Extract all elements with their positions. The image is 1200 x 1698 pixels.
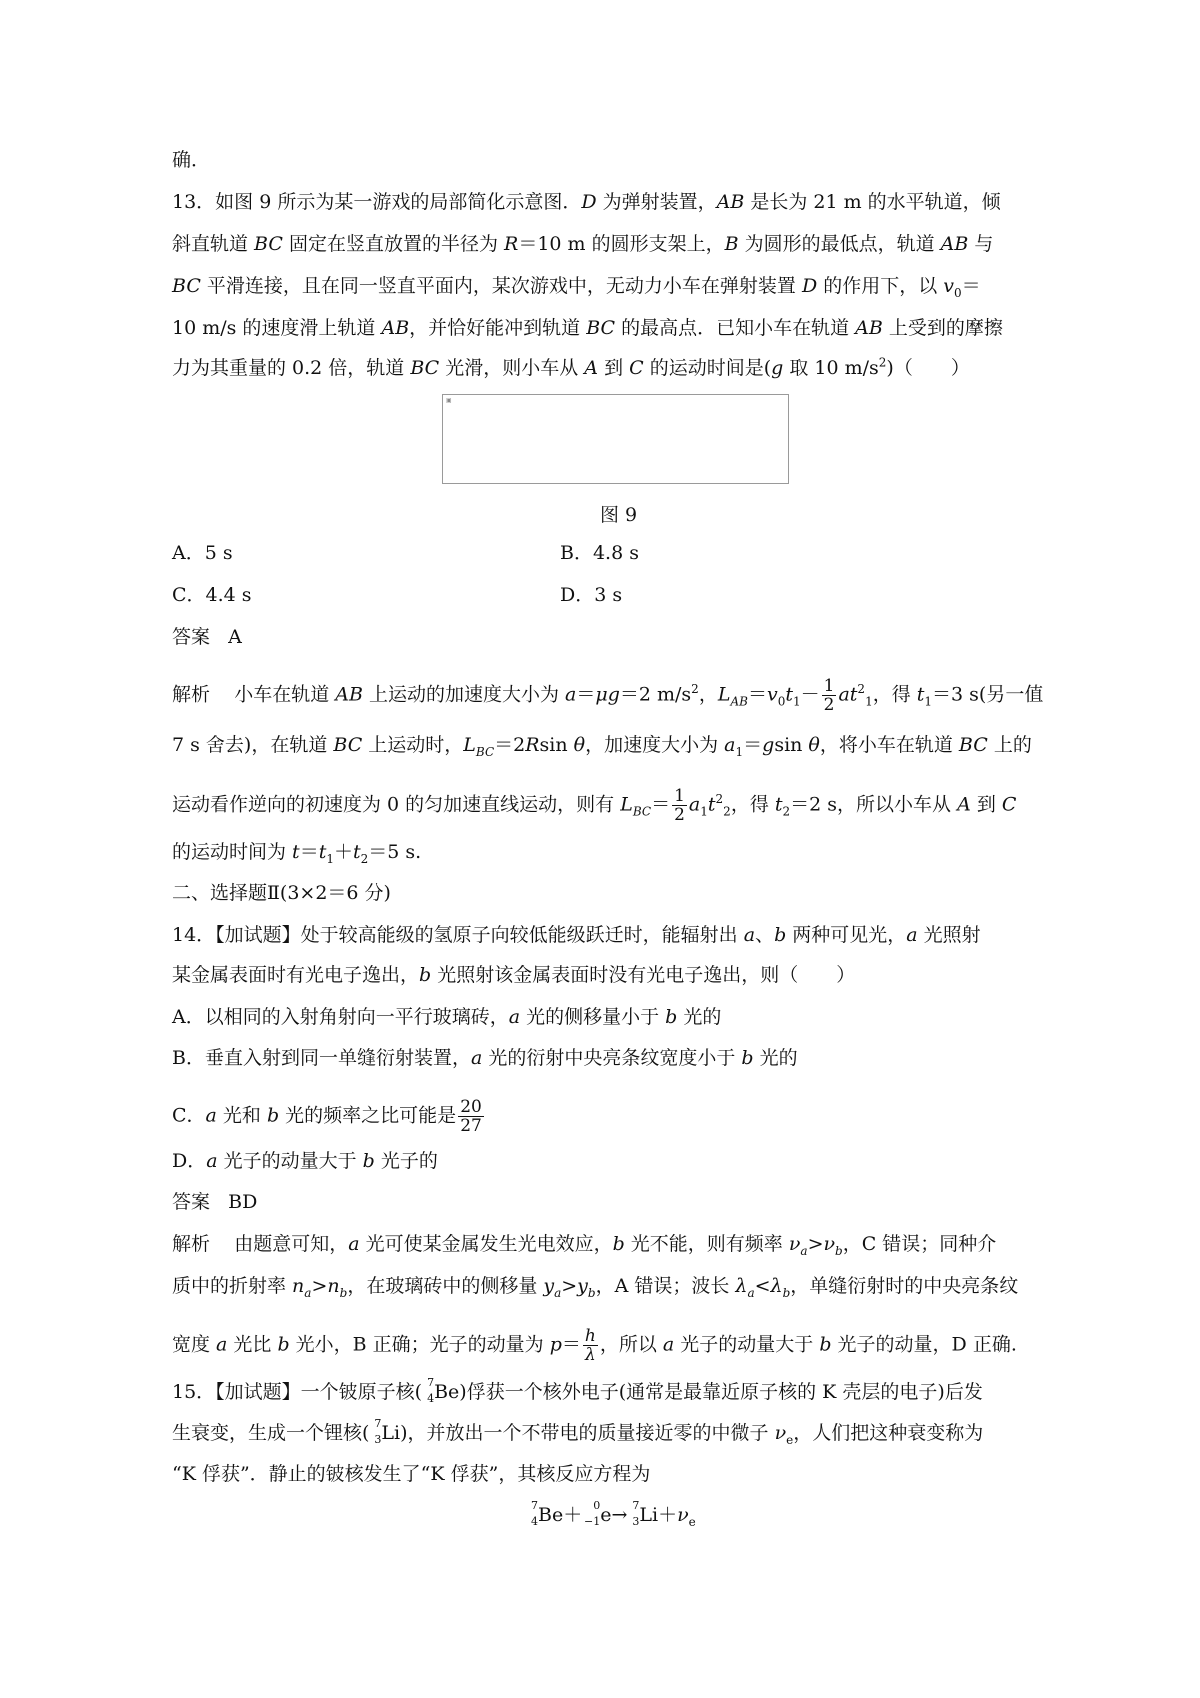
q13-option-a: A．5 s [172, 542, 233, 564]
q15-line-1: 15．【加试题】一个铍原子核( 7 4 Be)俘获一个核外电子(通常是最靠近原子核的 K 壳层的电子)后发 [172, 1376, 983, 1405]
q15-line-3: “K 俘获”．静止的铍核发生了“K 俘获”，其核反应方程为 [172, 1463, 651, 1485]
nuclear-reaction-equation: 7 4 Be＋ 0 −1 e→ 7 3 $Li+\nu_e$ [526, 1503, 696, 1527]
q13-line-4: 10 m/s 的速度滑上轨道 AB，并恰好能冲到轨道 BC 的最高点．已知小车在轨道 AB 上受到的摩擦 [172, 317, 1003, 339]
q13-analysis-line-2: 7 s 舍去)，在轨道 BC 上运动时，$L_{BC}=2Rsin$ θ，加速度大小为 $a_1=gsin$ θ，将小车在轨道 BC 上的 [172, 734, 1032, 759]
q13-option-c: C．4.4 s [172, 584, 252, 606]
figure-9-image [442, 394, 789, 484]
q13-line-3: BC 平滑连接，且在同一竖直平面内，某次游戏中，无动力小车在弹射装置 D 的作用下，以 $v_0=$ [172, 275, 981, 300]
eq-electron-notation: 0 −1 [584, 1499, 601, 1528]
q13-line-2: 斜直轨道 BC 固定在竖直放置的半径为 R＝10 m 的圆形支架上，B 为圆形的最低点，轨道 AB 与 [172, 233, 994, 255]
q14-line-1: 14．【加试题】处于较高能级的氢原子向较低能级跃迁时，能辐射出 a、b 两种可见光，a 光照射 [172, 924, 981, 946]
q15-line-2: 生衰变，生成一个锂核( 7 3 Li)，并放出一个不带电的质量接近零的中微子 $\nu_e$，人们把这种衰变称为 [172, 1417, 984, 1447]
eq-li-notation: 7 3 [632, 1499, 640, 1528]
q14-analysis-line-2: 质中的折射率 $n_a>n_b$，在玻璃砖中的侧移量 $y_a>y_b$，A 错误；波长 $\lambda_a<\lambda_b$，单缝衍射时的中央亮条纹 [172, 1275, 1019, 1300]
section-2-heading: 二、选择题Ⅱ(3×2＝6 分) [172, 882, 391, 904]
q14-option-d: D．a 光子的动量大于 b 光子的 [172, 1150, 438, 1172]
q13-option-b: B．4.8 s [560, 542, 639, 564]
q13-option-d: D．3 s [560, 584, 623, 606]
q14-answer: 答案 BD [172, 1191, 258, 1213]
q14-option-b: B．垂直入射到同一单缝衍射装置，a 光的衍射中央亮条纹宽度小于 b 光的 [172, 1047, 798, 1069]
fraction-one-half: $\frac{1}{2}$ [823, 676, 835, 715]
fraction-20-27: $\frac{20}{27}$ [460, 1097, 482, 1136]
broken-image-icon: ▣ [446, 397, 452, 404]
q13-analysis-line-4: 的运动时间为 $t=t_1+t_2=5$ s. [172, 841, 422, 866]
q13-line-1: 13．如图 9 所示为某一游戏的局部简化示意图．D 为弹射装置，AB 是长为 21 m 的水平轨道，倾 [172, 191, 1001, 213]
q13-line-5: 力为其重量的 0.2 倍，轨道 BC 光滑，则小车从 A 到 C 的运动时间是(g 取 10 $m/s^2$)（ ） [172, 355, 970, 379]
figure-caption: 图 9 [600, 504, 638, 526]
q14-option-a: A．以相同的入射角射向一平行玻璃砖，a 光的侧移量小于 b 光的 [172, 1006, 722, 1028]
fraction-h-over-lambda: $\frac{h}{\lambda}$ [584, 1326, 596, 1365]
q13-analysis-line-3: 运动看作逆向的初速度为 0 的匀加速直线运动，则有 $L_{BC}=$ $\frac{1}{2}$ $a_1t^2_2$，得 $t_2=2$ s，所以小车从 A 到 C [172, 786, 1017, 825]
nuclide-li-notation: 7 3 [374, 1417, 382, 1446]
fraction-one-half-2: $\frac{1}{2}$ [674, 786, 685, 825]
q14-line-2: 某金属表面时有光电子逸出，b 光照射该金属表面时没有光电子逸出，则（ ） [172, 964, 856, 986]
q13-answer: 答案 A [172, 626, 242, 648]
eq-be-notation: 7 4 [531, 1499, 538, 1528]
q14-analysis-line-3: 宽度 a 光比 b 光小，B 正确；光子的动量为 p＝ $\frac{h}{\lambda}$ ，所以 a 光子的动量大于 b 光子的动量，D 正确. [172, 1326, 1017, 1365]
nuclide-be-notation: 7 4 [427, 1376, 435, 1405]
q14-option-c: C．a 光和 b 光的频率之比可能是 $\frac{20}{27}$ [172, 1097, 482, 1136]
q13-analysis-line-1: 解析 小车在轨道 AB 上运动的加速度大小为 a＝μg＝2 $m/s^2$，$L_{AB}=v_0t_1-$ $\frac{1}{2}$ $at^2_1$，得 $t_1=3$ s(另一值 [172, 676, 1044, 715]
continuation-text: 确． [172, 149, 211, 171]
q14-analysis-line-1: 解析 由题意可知，a 光可使某金属发生光电效应，b 光不能，则有频率 $\nu_a>\nu_b$，C 错误；同种介 [172, 1233, 997, 1258]
